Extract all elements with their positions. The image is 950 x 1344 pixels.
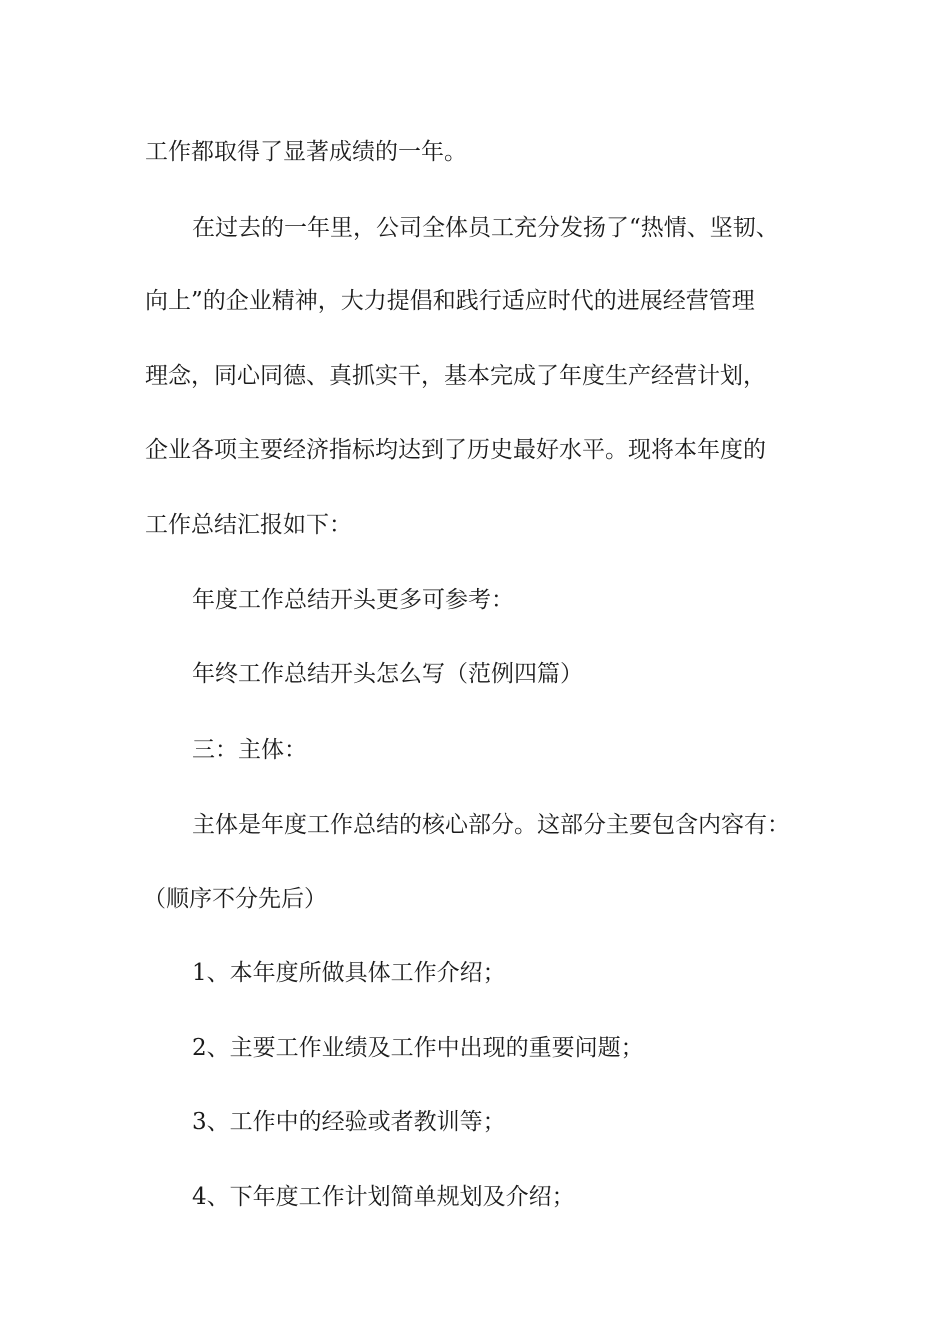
text-line: 年度工作总结开头更多可参考： [192,587,514,613]
list-item: 3、工作中的经验或者教训等； [192,1109,506,1135]
text-line: 年终工作总结开头怎么写（范例四篇） [192,661,583,687]
list-item: 2、主要工作业绩及工作中出现的重要问题； [192,1035,644,1061]
text-line: 工作都取得了显著成绩的一年。 [145,139,467,165]
text-line: （顺序不分先后） [143,886,327,912]
text-line: 企业各项主要经济指标均达到了历史最好水平。现将本年度的 [145,437,766,463]
list-item: 1、本年度所做具体工作介绍； [192,960,506,986]
text-line: 主体是年度工作总结的核心部分。这部分主要包含内容有： [192,812,790,838]
text-line: 理念，同心同德、真抓实干，基本完成了年度生产经营计划， [145,363,766,389]
list-item: 4、下年度工作计划简单规划及介绍； [192,1184,575,1210]
text-line: 向上”的企业精神，大力提倡和践行适应时代的进展经营管理 [145,288,755,314]
section-heading: 三：主体： [192,737,307,763]
text-line: 工作总结汇报如下： [145,512,352,538]
text-line: 在过去的一年里，公司全体员工充分发扬了“热情、坚韧、 [192,215,779,241]
